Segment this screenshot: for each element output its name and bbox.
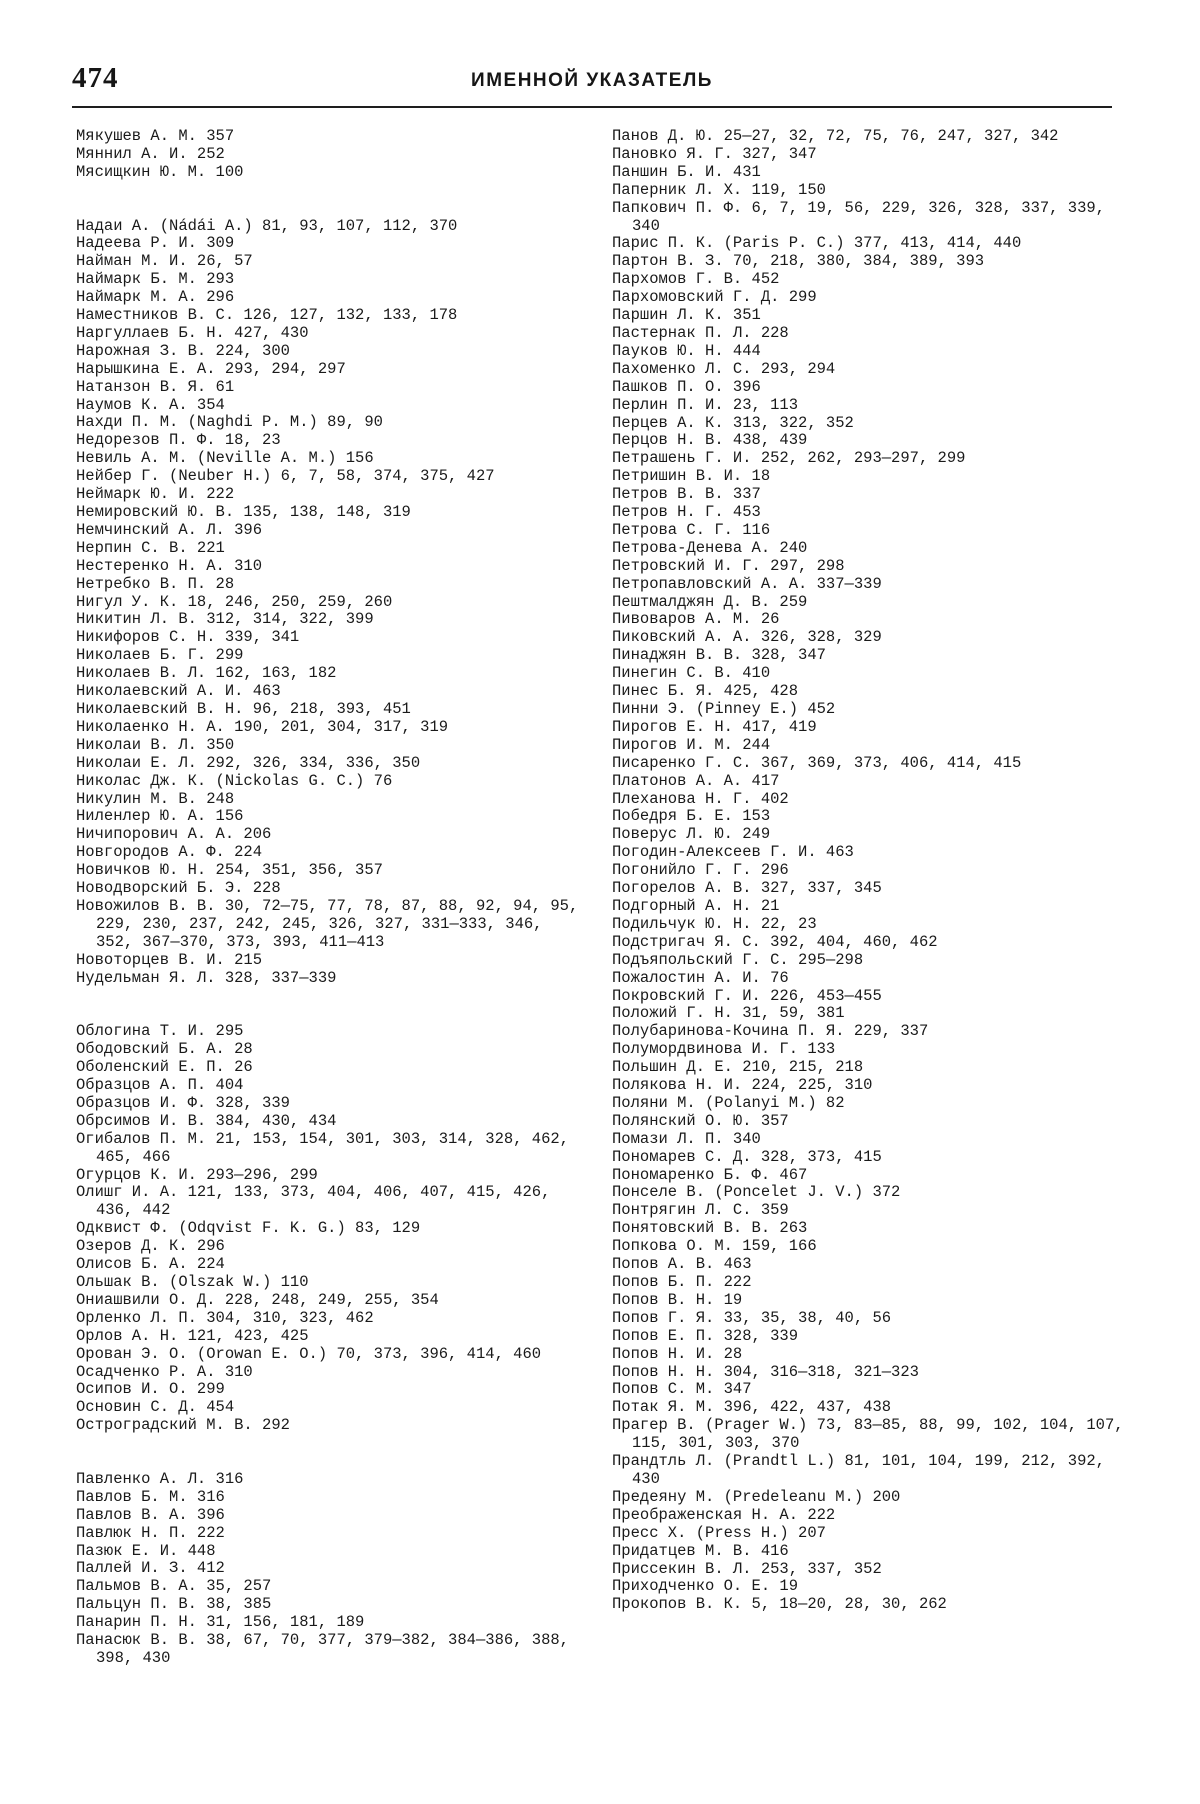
index-entry: Орован Э. О. (Orowan E. O.) 70, 373, 396, 414, 460 bbox=[76, 1344, 542, 1363]
index-entry: Придатцев М. В. 416 bbox=[612, 1541, 789, 1560]
index-entry: Нарожная З. В. 224, 300 bbox=[76, 341, 290, 360]
index-entry: Ничипорович А. А. 206 bbox=[76, 825, 272, 844]
index-entry: Никифоров С. Н. 339, 341 bbox=[76, 628, 300, 647]
index-entry: Панарин П. Н. 31, 156, 181, 189 bbox=[76, 1613, 365, 1632]
index-entry: Основин С. Д. 454 bbox=[76, 1398, 235, 1417]
index-entry: Наймарк Б. М. 293 bbox=[76, 270, 235, 289]
index-entry: Перцев А. К. 313, 322, 352 bbox=[612, 413, 854, 432]
page-number: 474 bbox=[72, 62, 119, 94]
index-entry: Писаренко Г. С. 367, 369, 373, 406, 414, 415 bbox=[612, 753, 1022, 772]
index-entry: Понтрягин Л. С. 359 bbox=[612, 1201, 789, 1220]
index-entry: Паллей И. З. 412 bbox=[76, 1559, 225, 1578]
index-entry: Огурцов К. И. 293—296, 299 bbox=[76, 1165, 318, 1184]
index-entry: Облогина Т. И. 295 bbox=[76, 1022, 244, 1041]
index-entry: Пинес Б. Я. 425, 428 bbox=[612, 682, 799, 701]
index-entry: Петрова С. Г. 116 bbox=[612, 520, 771, 539]
index-entry: Парис П. К. (Paris Р. С.) 377, 413, 414, 440 bbox=[612, 234, 1022, 253]
index-entry: Пивоваров А. М. 26 bbox=[612, 610, 780, 629]
index-entry: Петрова-Денева А. 240 bbox=[612, 538, 808, 557]
index-entry: Образцов И. Ф. 328, 339 bbox=[76, 1093, 290, 1112]
index-entry: Паншин Б. И. 431 bbox=[612, 162, 761, 181]
index-entry: Нейбер Г. (Neuber Н.) 6, 7, 58, 374, 375, 427 bbox=[76, 467, 495, 486]
index-entry: Новоторцев В. И. 215 bbox=[76, 950, 263, 969]
index-entry: Обрсимов И. В. 384, 430, 434 bbox=[76, 1111, 337, 1130]
index-entry: Орлов А. Н. 121, 423, 425 bbox=[76, 1326, 309, 1345]
index-entry: Новичков Ю. Н. 254, 351, 356, 357 bbox=[76, 861, 383, 880]
index-entry: Олишг И. А. 121, 133, 373, 404, 406, 407, 415, 426, 436, 442 bbox=[76, 1183, 551, 1220]
index-entry: Найман М. И. 26, 57 bbox=[76, 252, 253, 271]
index-entry: Мяннил А. И. 252 bbox=[76, 144, 225, 163]
index-entry: Павленко А. Л. 316 bbox=[76, 1469, 244, 1488]
index-entry: Ободовский Б. А. 28 bbox=[76, 1040, 253, 1059]
index-entry: Пинни Э. (Pinney Е.) 452 bbox=[612, 700, 836, 718]
index-entry: Паперник Л. Х. 119, 150 bbox=[612, 180, 826, 199]
index-entry: Подгорный А. Н. 21 bbox=[612, 896, 780, 915]
index-entry: Попов А. В. 463 bbox=[612, 1255, 752, 1274]
index-entry: Полумордвинова И. Г. 133 bbox=[612, 1040, 836, 1059]
index-entry: Подъяпольский Г. С. 295—298 bbox=[612, 950, 864, 969]
index-entry: Новожилов В. В. 30, 72—75, 77, 78, 87, 88, 92, 94, 95, 229, 230, 237, 242, 245, 326, 327, 331—333, 346, 352, 367—370, 373, 393, 411—413 bbox=[76, 896, 579, 951]
index-entry: Наргуллаев Б. Н. 427, 430 bbox=[76, 323, 309, 342]
index-entry: Попов Н. И. 28 bbox=[612, 1344, 743, 1363]
letter-group-gap bbox=[76, 182, 586, 218]
index-entry: Попкова О. М. 159, 166 bbox=[612, 1237, 817, 1256]
index-entry: Пиковский А. А. 326, 328, 329 bbox=[612, 628, 882, 647]
index-entry: Приссекин В. Л. 253, 337, 352 bbox=[612, 1559, 882, 1578]
index-entry: Натанзон В. Я. 61 bbox=[76, 377, 235, 396]
index-entry: Попов С. М. 347 bbox=[612, 1380, 752, 1399]
index-entry: Пинаджян В. В. 328, 347 bbox=[612, 646, 826, 665]
index-entry: Новгородов А. Ф. 224 bbox=[76, 843, 263, 862]
index-entry: Нудельман Я. Л. 328, 337—339 bbox=[76, 968, 337, 987]
index-entry: Ольшак В. (Olszak W.) 110 bbox=[76, 1272, 309, 1291]
index-entry: Полякова Н. И. 224, 225, 310 bbox=[612, 1076, 873, 1095]
index-entry: Оболенский Е. П. 26 bbox=[76, 1058, 253, 1077]
index-entry: Наместников В. С. 126, 127, 132, 133, 178 bbox=[76, 306, 458, 325]
index-entry: Пожалостин А. И. 76 bbox=[612, 968, 789, 987]
letter-group-gap bbox=[76, 1435, 586, 1471]
index-entry: Невиль А. М. (Neville А. М.) 156 bbox=[76, 449, 374, 468]
index-entry: Преображенская Н. А. 222 bbox=[612, 1505, 836, 1524]
index-entry: Потак Я. М. 396, 422, 437, 438 bbox=[612, 1398, 892, 1417]
index-entry: Поляни М. (Polanyi М.) 82 bbox=[612, 1093, 845, 1112]
index-entry: Платонов А. А. 417 bbox=[612, 771, 780, 790]
index-entry: Предеяну М. (Predeleanu М.) 200 bbox=[612, 1487, 901, 1506]
index-entry: Попов Г. Я. 33, 35, 38, 40, 56 bbox=[612, 1308, 892, 1327]
index-entry: Прокопов В. К. 5, 18—20, 28, 30, 262 bbox=[612, 1595, 947, 1614]
index-entry: Паршин Л. К. 351 bbox=[612, 306, 761, 325]
index-entry: Пархомовский Г. Д. 299 bbox=[612, 288, 817, 307]
index-entry: Немчинский А. Л. 396 bbox=[76, 520, 263, 539]
index-entry: Пахоменко Л. С. 293, 294 bbox=[612, 359, 836, 378]
index-entry: Николаев Б. Г. 299 bbox=[76, 646, 244, 665]
index-entry: Остроградский М. В. 292 bbox=[76, 1416, 290, 1435]
index-entry: Новодворский Б. Э. 228 bbox=[76, 879, 281, 898]
index-entry: Помази Л. П. 340 bbox=[612, 1129, 761, 1148]
index-entry: Петров В. В. 337 bbox=[612, 485, 761, 504]
index-entry: Николаи Е. Л. 292, 326, 334, 336, 350 bbox=[76, 753, 421, 772]
index-entry: Петропавловский А. А. 337—339 bbox=[612, 574, 882, 593]
index-entry: Николаев В. Л. 162, 163, 182 bbox=[76, 664, 337, 683]
index-entry: Пановко Я. Г. 327, 347 bbox=[612, 144, 817, 163]
index-entry: Погорелов А. В. 327, 337, 345 bbox=[612, 879, 882, 898]
index-entry: Победря Б. Е. 153 bbox=[612, 807, 771, 826]
index-entry: Пауков Ю. Н. 444 bbox=[612, 341, 761, 360]
index-entry: Покровский Г. И. 226, 453—455 bbox=[612, 986, 882, 1005]
index-entry: Перцов Н. В. 438, 439 bbox=[612, 431, 808, 450]
index-entry: Одквист Ф. (Odqvist F. K. G.) 83, 129 bbox=[76, 1219, 421, 1238]
index-entry: Нестеренко Н. А. 310 bbox=[76, 556, 263, 575]
index-entry: Огибалов П. М. 21, 153, 154, 301, 303, 314, 328, 462, 465, 466 bbox=[76, 1129, 569, 1166]
index-entry: Положий Г. Н. 31, 59, 381 bbox=[612, 1004, 845, 1023]
index-entry: Николаенко Н. А. 190, 201, 304, 317, 319 bbox=[76, 717, 449, 736]
index-entry: Нерпин С. В. 221 bbox=[76, 538, 225, 557]
index-entry: Петров Н. Г. 453 bbox=[612, 503, 761, 522]
index-entry: Попов Б. П. 222 bbox=[612, 1273, 752, 1291]
index-entry: Приходченко О. Е. 19 bbox=[612, 1577, 799, 1596]
index-entry: Пальмов В. А. 35, 257 bbox=[76, 1577, 272, 1596]
index-entry: Понселе В. (Poncelet J. V.) 372 bbox=[612, 1183, 901, 1202]
index-entry: Подильчук Ю. Н. 22, 23 bbox=[612, 914, 817, 933]
index-entry: Панасюк В. В. 38, 67, 70, 377, 379—382, 384—386, 388, 398, 430 bbox=[76, 1631, 569, 1667]
index-entry: Нарышкина Е. А. 293, 294, 297 bbox=[76, 359, 346, 378]
index-entry: Николаевский В. Н. 96, 218, 393, 451 bbox=[76, 699, 411, 718]
index-entry: Мякушев А. М. 357 bbox=[76, 127, 235, 145]
index-entry: Петришин В. И. 18 bbox=[612, 467, 771, 486]
index-entry: Пальцун П. В. 38, 385 bbox=[76, 1595, 272, 1614]
index-entry: Партон В. З. 70, 218, 380, 384, 389, 393 bbox=[612, 252, 985, 271]
index-entry: Павлов Б. М. 316 bbox=[76, 1487, 225, 1506]
index-entry: Павлов В. А. 396 bbox=[76, 1505, 225, 1524]
index-entry: Пирогов Е. Н. 417, 419 bbox=[612, 717, 817, 736]
index-entry: Польшин Д. Е. 210, 215, 218 bbox=[612, 1058, 864, 1077]
index-entry: Пештмалджян Д. В. 259 bbox=[612, 592, 808, 611]
index-entry: Наймарк М. А. 296 bbox=[76, 288, 235, 307]
index-entry: Пинегин С. В. 410 bbox=[612, 664, 771, 683]
index-entry: Николас Дж. К. (Nickolas G. С.) 76 bbox=[76, 771, 393, 790]
index-entry: Надеева Р. И. 309 bbox=[76, 234, 235, 253]
index-entry: Пономарев С. Д. 328, 373, 415 bbox=[612, 1147, 882, 1166]
index-entry: Николаи В. Л. 350 bbox=[76, 735, 235, 754]
index-entry: Панов Д. Ю. 25—27, 32, 72, 75, 76, 247, 327, 342 bbox=[612, 127, 1059, 145]
index-entry: Попов В. Н. 19 bbox=[612, 1290, 743, 1309]
header-rule bbox=[72, 106, 1112, 108]
page-header bbox=[72, 62, 1112, 108]
index-column-right bbox=[612, 128, 1124, 1614]
index-entry: Немировский Ю. В. 135, 138, 148, 319 bbox=[76, 503, 411, 522]
index-entry: Мясищкин Ю. М. 100 bbox=[76, 162, 244, 181]
index-entry: Пономаренко Б. Ф. 467 bbox=[612, 1165, 808, 1184]
index-entry: Петрашень Г. И. 252, 262, 293—297, 299 bbox=[612, 449, 966, 468]
index-entry: Нигул У. К. 18, 246, 250, 259, 260 bbox=[76, 592, 393, 611]
index-entry: Петровский И. Г. 297, 298 bbox=[612, 556, 845, 575]
index-entry: Осипов И. О. 299 bbox=[76, 1380, 225, 1399]
index-entry: Нахди П. М. (Naghdi Р. М.) 89, 90 bbox=[76, 413, 383, 432]
index-entry: Наумов К. А. 354 bbox=[76, 395, 225, 414]
index-entry: Погодин-Алексеев Г. И. 463 bbox=[612, 843, 854, 862]
index-entry: Пазюк Е. И. 448 bbox=[76, 1541, 216, 1560]
index-entry: Недорезов П. Ф. 18, 23 bbox=[76, 431, 281, 450]
index-entry: Надаи А. (Nádái А.) 81, 93, 107, 112, 370 bbox=[76, 216, 458, 235]
index-entry: Прандтль Л. (Prandtl L.) 81, 101, 104, 199, 212, 392, 430 bbox=[612, 1452, 1105, 1488]
index-entry: Пирогов И. М. 244 bbox=[612, 735, 771, 754]
index-entry: Погонийло Г. Г. 296 bbox=[612, 861, 789, 880]
index-entry: Нетребко В. П. 28 bbox=[76, 574, 235, 593]
index-entry: Плеханова Н. Г. 402 bbox=[612, 789, 789, 808]
index-entry: Никулин М. В. 248 bbox=[76, 789, 235, 808]
index-entry: Павлюк Н. П. 222 bbox=[76, 1523, 225, 1542]
index-entry: Николаевский А. И. 463 bbox=[76, 682, 281, 701]
index-entry: Олисов Б. А. 224 bbox=[76, 1255, 225, 1274]
index-entry: Пастернак П. Л. 228 bbox=[612, 323, 789, 342]
index-entry: Осадченко Р. А. 310 bbox=[76, 1362, 253, 1381]
index-entry: Образцов А. П. 404 bbox=[76, 1076, 244, 1094]
index-entry: Подстригач Я. С. 392, 404, 460, 462 bbox=[612, 932, 938, 951]
index-entry: Полубаринова-Кочина П. Я. 229, 337 bbox=[612, 1022, 929, 1041]
index-entry: Пархомов Г. В. 452 bbox=[612, 270, 780, 289]
index-entry: Пресс Х. (Press Н.) 207 bbox=[612, 1523, 826, 1542]
index-entry: Орленко Л. П. 304, 310, 323, 462 bbox=[76, 1308, 374, 1327]
index-entry: Полянский О. Ю. 357 bbox=[612, 1111, 789, 1130]
index-entry: Ниленлер Ю. А. 156 bbox=[76, 807, 244, 826]
index-entry: Попов Е. П. 328, 339 bbox=[612, 1326, 799, 1345]
letter-group-gap bbox=[76, 987, 586, 1023]
index-entry: Неймарк Ю. И. 222 bbox=[76, 485, 235, 504]
index-entry: Попов Н. Н. 304, 316—318, 321—323 bbox=[612, 1362, 919, 1381]
index-entry: Прагер В. (Prager W.) 73, 83—85, 88, 99, 102, 104, 107, 115, 301, 303, 370 bbox=[612, 1416, 1124, 1453]
index-entry: Озеров Д. К. 296 bbox=[76, 1237, 225, 1256]
index-entry: Поверус Л. Ю. 249 bbox=[612, 825, 771, 844]
index-entry: Папкович П. Ф. 6, 7, 19, 56, 229, 326, 328, 337, 339, 340 bbox=[612, 198, 1105, 235]
running-head: ИМЕННОЙ УКАЗАТЕЛЬ bbox=[471, 70, 713, 91]
index-entry: Перлин П. И. 23, 113 bbox=[612, 395, 799, 414]
index-entry: Ониашвили О. Д. 228, 248, 249, 255, 354 bbox=[76, 1290, 439, 1309]
index-entry: Никитин Л. В. 312, 314, 322, 399 bbox=[76, 610, 374, 629]
index-entry: Пашков П. О. 396 bbox=[612, 377, 761, 396]
index-column-left bbox=[76, 128, 586, 1668]
index-entry: Понятовский В. В. 263 bbox=[612, 1219, 808, 1238]
